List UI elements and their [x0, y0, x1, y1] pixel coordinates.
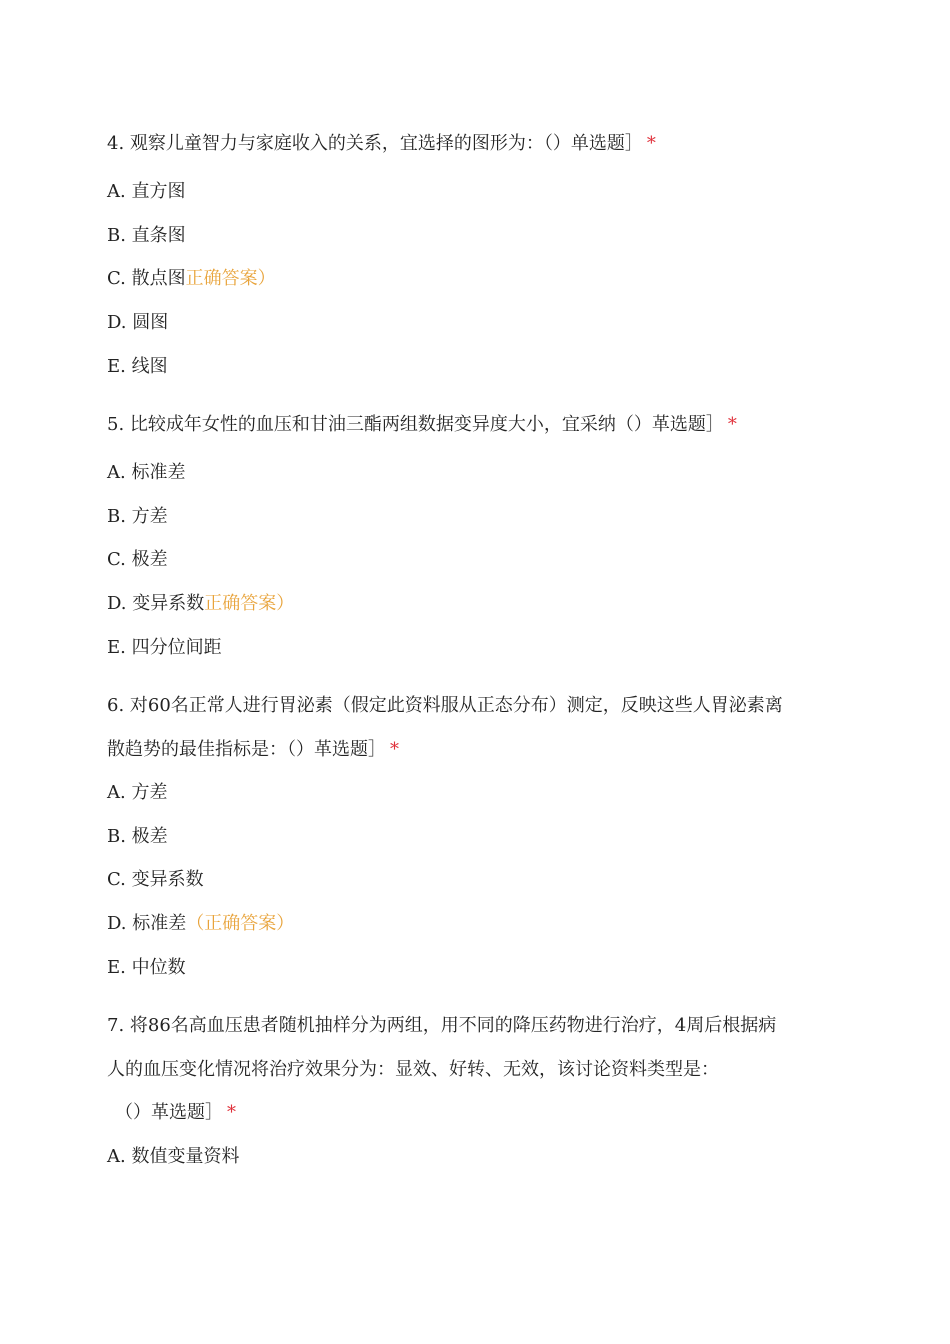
option-text: E. 线图 — [107, 356, 168, 377]
required-mark: * — [390, 739, 399, 760]
required-mark: * — [227, 1102, 236, 1123]
option-text: C. 极差 — [107, 549, 168, 570]
correct-answer-note: 正确答案） — [204, 593, 295, 614]
question-title-text: 5. 比较成年女性的血压和甘油三酯两组数据变异度大小，宜采纳（）革选题］ — [107, 414, 724, 435]
question-4-option-d — [107, 311, 168, 335]
question-title-text: 人的血压变化情况将治疗效果分为：显效、好转、无效，该讨论资料类型是： — [107, 1059, 719, 1080]
correct-answer-note: 正确答案） — [185, 268, 276, 289]
option-text: A. 数值变量资料 — [107, 1146, 240, 1167]
question-title-text: 7. 将86名高血压患者随机抽样分为两组，用不同的降压药物进行治疗，4周后根据病 — [107, 1015, 777, 1036]
question-7-option-a — [107, 1145, 239, 1169]
question-5-option-e — [107, 636, 222, 660]
option-text: D. 圆图 — [107, 312, 169, 333]
option-text: E. 中位数 — [107, 957, 186, 978]
question-5-option-c — [107, 548, 168, 572]
option-text: E. 四分位间距 — [107, 637, 222, 658]
option-text: A. 方差 — [107, 782, 168, 803]
required-mark: * — [727, 414, 737, 435]
question-5-option-a — [107, 461, 185, 485]
question-5-option-d — [107, 592, 294, 616]
option-text: C. 散点图 — [107, 268, 186, 289]
question-5-title — [107, 413, 737, 437]
question-7-title-line-2 — [107, 1058, 719, 1082]
question-4-option-e — [107, 355, 168, 379]
question-4-option-c — [107, 267, 276, 291]
option-text: B. 方差 — [107, 506, 168, 527]
option-text: D. 标准差 — [107, 913, 187, 934]
question-6-option-c — [107, 868, 204, 892]
question-6-option-d — [107, 912, 294, 936]
correct-answer-note: （正确答案） — [186, 913, 295, 934]
question-7-title-line-3 — [115, 1101, 236, 1125]
option-text: B. 极差 — [107, 826, 168, 847]
option-text: A. 标准差 — [107, 462, 186, 483]
question-title-text: 6. 对60名正常人进行胃泌素（假定此资料服从正态分布）测定，反映这些人胃泌素离 — [107, 695, 783, 716]
question-4-title — [107, 132, 656, 156]
question-7-title-line-1 — [107, 1014, 776, 1038]
option-text: B. 直条图 — [107, 225, 186, 246]
question-5-option-b — [107, 505, 168, 529]
question-6-title-line-2 — [107, 738, 399, 762]
question-title-text: 4. 观察儿童智力与家庭收入的关系，宜选择的图形为：（）单选题］ — [107, 133, 643, 154]
option-text: D. 变异系数 — [107, 593, 205, 614]
question-6-title-line-1 — [107, 694, 783, 718]
question-6-option-a — [107, 781, 167, 805]
question-4-option-a — [107, 180, 185, 204]
option-text: C. 变异系数 — [107, 869, 204, 890]
question-6-option-b — [107, 825, 168, 849]
question-4-option-b — [107, 224, 186, 248]
question-6-option-e — [107, 956, 186, 980]
question-title-text: 散趋势的最佳指标是：（）革选题］ — [107, 739, 386, 760]
option-text: A. 直方图 — [107, 181, 186, 202]
question-title-text: （）革选题］ — [115, 1102, 223, 1123]
required-mark: * — [646, 133, 656, 154]
